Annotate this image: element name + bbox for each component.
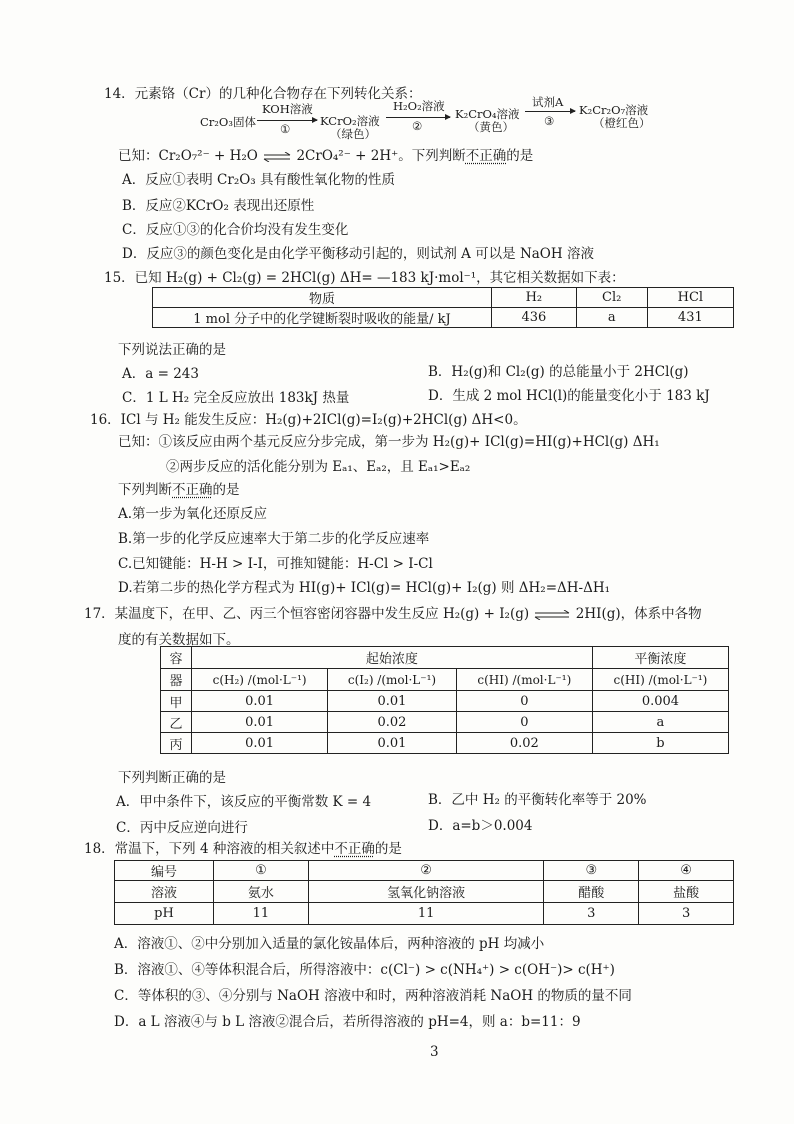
q16-ask-end: 的是 — [212, 482, 240, 498]
q18-option-a: A．溶液①、②中分别加入适量的氯化铵晶体后，两种溶液的 pH 均减小 — [114, 936, 545, 952]
q18-option-d: D．a L 溶液④与 b L 溶液②混合后，若所得溶液的 pH=4，则 a：b=11：9 — [114, 1014, 581, 1030]
table-cell: 436 — [492, 308, 577, 328]
q14-option-a: A．反应①表明 Cr₂O₃ 具有酸性氧化物的性质 — [122, 172, 396, 188]
q16-known-1: 已知：①该反应由两个基元反应分步完成，第一步为 H₂(g)+ ICl(g)=HI(g)+HCl(g) ΔH₁ — [118, 434, 660, 450]
q14-known-prefix: 已知：Cr₂O₇²⁻ + H₂O — [118, 148, 258, 164]
q14-known-suffix: 2CrO₄²⁻ + 2H⁺。下列判断 — [296, 148, 466, 164]
table-cell: c(I₂) /(mol·L⁻¹) — [328, 669, 457, 691]
table-cell: 溶液 — [115, 881, 214, 903]
table-cell: 甲 — [161, 691, 192, 712]
q14-option-d: D．反应③的颜色变化是由化学平衡移动引起的，则试剂 A 可以是 NaOH 溶液 — [122, 246, 594, 262]
q17-option-b: B．乙中 H₂ 的平衡转化率等于 20% — [428, 792, 647, 808]
table-cell: 醋酸 — [544, 881, 639, 903]
table-cell: c(HI) /(mol·L⁻¹) — [456, 669, 592, 691]
q18-option-b: B．溶液①、④等体积混合后，所得溶液中：c(Cl⁻) > c(NH₄⁺) > c(OH⁻)> c(H⁺) — [114, 962, 615, 978]
table-cell: 1 mol 分子中的化学键断裂时吸收的能量/ kJ — [153, 308, 492, 328]
q15-option-c: C．1 L H₂ 完全反应放出 183kJ 热量 — [122, 390, 350, 406]
q18-stem-end: 的是 — [374, 841, 402, 857]
q17-stem-suffix: 2HI(g)，体系中各物 — [575, 606, 702, 622]
q16-known-2: ②两步反应的活化能分别为 Eₐ₁、Eₐ₂，且 Eₐ₁>Eₐ₂ — [166, 459, 471, 475]
q17-ask: 下列判断正确的是 — [118, 770, 226, 786]
table-row — [161, 691, 729, 712]
table-cell: 0 — [456, 712, 592, 733]
q14-species-4: K₂Cr₂O₇溶液 — [579, 103, 649, 117]
q14-known-end: 的是 — [506, 148, 534, 164]
table-cell: 3 — [639, 903, 734, 925]
q14-reagent-2: H₂O₂溶液 — [393, 99, 445, 113]
table-row — [115, 861, 734, 881]
q14-reagent-1: KOH溶液 — [262, 102, 313, 116]
table-cell: 0.004 — [592, 691, 728, 712]
q14-arrow-2 — [386, 117, 450, 118]
q14-reagent-3: 试剂A — [532, 95, 564, 109]
q15-stem: 15．已知 H₂(g) + Cl₂(g) = 2HCl(g) ΔH= —183 kJ·mol⁻¹，其它相关数据如下表： — [104, 270, 625, 286]
q14-arrow-3 — [525, 111, 575, 112]
q15-option-a: A．a = 243 — [122, 366, 199, 382]
q14-known — [118, 144, 533, 164]
table-cell: pH — [115, 903, 214, 925]
q16-option-c: C.已知键能：H-H > I-I，可推知键能：H-Cl > I-Cl — [118, 556, 433, 572]
table-row — [161, 647, 729, 669]
q18-table — [114, 860, 734, 925]
table-cell: ① — [214, 861, 309, 881]
table-row — [161, 733, 729, 754]
table-row — [153, 308, 734, 328]
q16-option-d: D.若第二步的热化学方程式为 HI(g)+ ICl(g)= HCl(g)+ I₂(g) 则 ΔH₂=ΔH-ΔH₁ — [118, 580, 611, 596]
table-cell: 0.02 — [456, 733, 592, 754]
table-cell: a — [592, 712, 728, 733]
table-cell: ④ — [639, 861, 734, 881]
q17-option-a: A．甲中条件下，该反应的平衡常数 K = 4 — [116, 794, 372, 810]
q16-option-b: B.第一步的化学反应速率大于第二步的化学反应速率 — [118, 531, 430, 547]
q14-species-2-color: （绿色） — [330, 127, 376, 141]
equilibrium-arrows-icon — [533, 610, 571, 620]
table-cell: ② — [308, 861, 544, 881]
table-cell: 3 — [544, 903, 639, 925]
table-row — [115, 903, 734, 925]
table-cell: HCl — [647, 288, 733, 308]
q14-step-3: ③ — [544, 114, 555, 128]
table-cell: 0.01 — [192, 733, 328, 754]
q17-stem-line2: 度的有关数据如下。 — [118, 632, 240, 648]
q16-stem: 16．ICl 与 H₂ 能发生反应：H₂(g)+2ICl(g)=I₂(g)+2HCl(g) ΔH<0。 — [90, 412, 527, 428]
table-cell: 0.01 — [328, 733, 457, 754]
q14-species-4-color: （橙红色） — [593, 116, 651, 130]
q18-option-c: C．等体积的③、④分别与 NaOH 溶液中和时，两种溶液消耗 NaOH 的物质的量不同 — [114, 988, 632, 1004]
table-row — [115, 881, 734, 903]
table-cell: 盐酸 — [639, 881, 734, 903]
q14-stem: 14．元素铬（Cr）的几种化合物存在下列转化关系： — [104, 86, 422, 102]
table-cell: 起始浓度 — [192, 647, 593, 669]
table-cell: 11 — [214, 903, 309, 925]
q14-species-3: K₂CrO₄溶液 — [455, 107, 520, 121]
q15-option-d: D．生成 2 mol HCl(l)的能量变化小于 183 kJ — [428, 388, 710, 404]
q14-option-c: C．反应①③的化合价均没有发生变化 — [122, 222, 349, 238]
page-number: 3 — [430, 1044, 439, 1060]
table-cell: b — [592, 733, 728, 754]
q18-emphasis: 不正确 — [334, 841, 375, 857]
table-cell: 丙 — [161, 733, 192, 754]
table-cell: 氢氧化钠溶液 — [308, 881, 544, 903]
table-cell: 器 — [161, 669, 192, 691]
q15-table — [152, 287, 734, 328]
table-cell: 0.01 — [192, 712, 328, 733]
table-cell: 氨水 — [214, 881, 309, 903]
table-cell: 容 — [161, 647, 192, 669]
equilibrium-arrows-icon — [262, 152, 292, 162]
table-cell: ③ — [544, 861, 639, 881]
q16-option-a: A.第一步为氧化还原反应 — [118, 506, 268, 522]
table-cell: 0.02 — [328, 712, 457, 733]
q16-emphasis: 不正确 — [172, 482, 213, 498]
q14-step-1: ① — [280, 122, 291, 136]
q16-ask — [118, 478, 240, 498]
q14-arrow-1 — [257, 120, 317, 121]
q14-option-b: B．反应②KCrO₂ 表现出还原性 — [122, 198, 315, 214]
table-cell: 物质 — [153, 288, 492, 308]
table-row — [161, 669, 729, 691]
q14-species-1: Cr₂O₃固体 — [200, 115, 256, 129]
q18-stem-prefix: 18．常温下，下列 4 种溶液的相关叙述中 — [84, 841, 335, 857]
q14-species-3-color: （黄色） — [468, 120, 514, 134]
table-cell: H₂ — [492, 288, 577, 308]
table-cell: 乙 — [161, 712, 192, 733]
table-cell: 0 — [456, 691, 592, 712]
q14-step-2: ② — [412, 119, 423, 133]
q17-stem-line1 — [84, 602, 702, 622]
q17-stem-prefix: 17．某温度下，在甲、乙、丙三个恒容密闭容器中发生反应 H₂(g) + I₂(g) — [84, 606, 530, 622]
table-row — [153, 288, 734, 308]
table-cell: c(HI) /(mol·L⁻¹) — [592, 669, 728, 691]
table-cell: Cl₂ — [576, 288, 647, 308]
table-cell: 11 — [308, 903, 544, 925]
q15-option-b: B．H₂(g)和 Cl₂(g) 的总能量小于 2HCl(g) — [428, 364, 689, 380]
table-cell: 0.01 — [328, 691, 457, 712]
table-cell: 平衡浓度 — [592, 647, 728, 669]
table-cell: a — [576, 308, 647, 328]
table-cell: 编号 — [115, 861, 214, 881]
table-row — [161, 712, 729, 733]
q17-option-d: D．a=b＞0.004 — [428, 818, 533, 834]
q14-species-2: KCrO₂溶液 — [320, 114, 380, 128]
q16-ask-prefix: 下列判断 — [118, 482, 172, 498]
q17-table — [160, 646, 729, 754]
q17-option-c: C．丙中反应逆向进行 — [116, 820, 248, 836]
table-cell: c(H₂) /(mol·L⁻¹) — [192, 669, 328, 691]
table-cell: 431 — [647, 308, 733, 328]
q18-stem — [84, 837, 402, 857]
q14-emphasis: 不正确 — [465, 148, 507, 164]
q15-ask: 下列说法正确的是 — [118, 342, 226, 358]
table-cell: 0.01 — [192, 691, 328, 712]
